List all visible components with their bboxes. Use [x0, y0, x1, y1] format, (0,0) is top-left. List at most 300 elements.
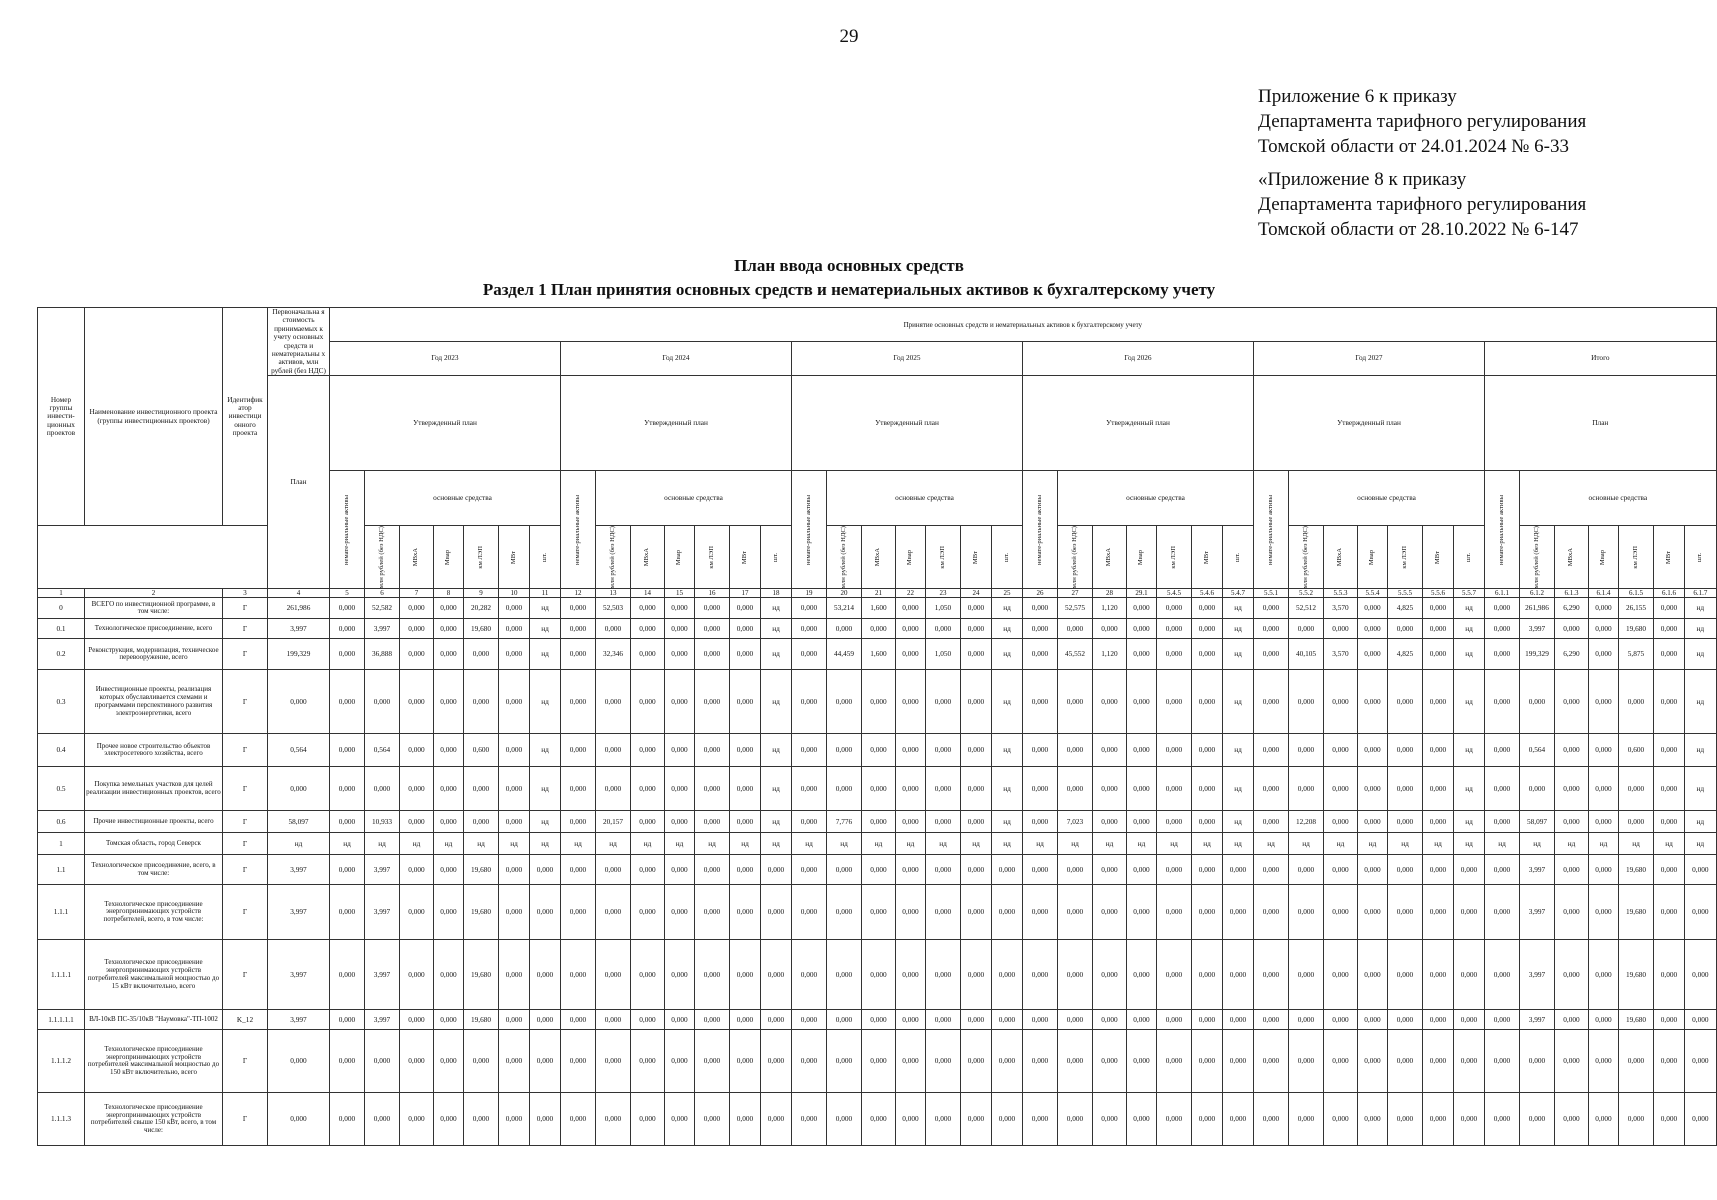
row-plan-value: 261,986: [268, 598, 330, 619]
row-value-cell: 0,000: [827, 619, 862, 639]
column-number: 5.5.3: [1324, 589, 1358, 598]
row-value-cell: 0,000: [400, 767, 434, 811]
row-project-id: Г: [223, 670, 268, 734]
row-value-cell: 0,000: [434, 940, 464, 1010]
row-value-cell: 0,000: [1093, 1093, 1127, 1146]
row-value-cell: 0,564: [365, 734, 400, 767]
row-value-cell: 0,000: [499, 619, 530, 639]
intangible-assets-header-text: немате-риальные активы: [804, 494, 812, 565]
row-value-cell: 0,000: [596, 885, 631, 940]
row-value-cell: 0,000: [400, 811, 434, 833]
row-value-cell: нд: [561, 833, 596, 855]
document-titles: [0, 254, 1698, 302]
row-value-cell: 0,000: [1127, 855, 1157, 885]
row-value-cell: 0,000: [1654, 670, 1685, 734]
plan-header: План: [268, 376, 330, 589]
row-value-cell: 0,000: [1058, 734, 1093, 767]
row-value-cell: 0,000: [1023, 811, 1058, 833]
row-value-cell: 0,000: [1289, 1010, 1324, 1030]
row-value-cell: 0,000: [1685, 885, 1717, 940]
row-group-number: 1.1.1.3: [38, 1093, 85, 1146]
row-value-cell: 0,000: [499, 670, 530, 734]
row-value-cell: 0,000: [1485, 1030, 1520, 1093]
row-value-cell: нд: [1223, 767, 1254, 811]
row-value-cell: 0,000: [1192, 670, 1223, 734]
row-value-cell: 1,600: [862, 598, 896, 619]
row-value-cell: 6,290: [1555, 598, 1589, 619]
row-value-cell: 0,000: [730, 855, 761, 885]
row-value-cell: 0,000: [631, 767, 665, 811]
row-project-name: Томская область, город Северск: [85, 833, 223, 855]
row-value-cell: 45,552: [1058, 639, 1093, 670]
row-value-cell: 0,000: [761, 1093, 792, 1146]
row-value-cell: 0,000: [1192, 885, 1223, 940]
row-value-cell: 0,000: [827, 940, 862, 1010]
unit-header-text: км ЛЭП: [938, 545, 946, 569]
column-number: 5.5.7: [1454, 589, 1485, 598]
row-value-cell: 0,000: [434, 767, 464, 811]
row-value-cell: 0,000: [926, 1030, 961, 1093]
row-value-cell: 0,000: [1289, 940, 1324, 1010]
unit-header-text: км ЛЭП: [1169, 545, 1177, 569]
row-value-cell: 0,000: [695, 811, 730, 833]
row-project-name: Прочие инвестиционные проекты, всего: [85, 811, 223, 833]
row-value-cell: нд: [1520, 833, 1555, 855]
row-value-cell: 12,208: [1289, 811, 1324, 833]
row-value-cell: нд: [1157, 833, 1192, 855]
row-value-cell: 0,000: [1324, 811, 1358, 833]
row-value-cell: нд: [1192, 833, 1223, 855]
row-value-cell: 0,000: [1157, 855, 1192, 885]
row-project-name: Покупка земельных участков для целей реализации инвестиционных проектов, всего: [85, 767, 223, 811]
row-value-cell: 0,000: [434, 811, 464, 833]
row-value-cell: 0,000: [1254, 619, 1289, 639]
row-value-cell: 0,000: [1423, 639, 1454, 670]
row-value-cell: 0,000: [1023, 885, 1058, 940]
unit-header: [1555, 526, 1589, 589]
row-value-cell: 1,600: [862, 639, 896, 670]
row-group-number: 1.1.1.1: [38, 940, 85, 1010]
row-value-cell: 0,000: [330, 639, 365, 670]
row-project-id: Г: [223, 833, 268, 855]
row-value-cell: 0,000: [1454, 885, 1485, 940]
row-value-cell: 0,000: [1157, 885, 1192, 940]
row-value-cell: 0,000: [1358, 940, 1388, 1010]
row-value-cell: 0,000: [330, 885, 365, 940]
row-value-cell: 3,997: [1520, 940, 1555, 1010]
group-number-header: Номер группы инвести-ционных проектов: [38, 308, 85, 526]
column-number: 7: [400, 589, 434, 598]
row-value-cell: 0,000: [1324, 670, 1358, 734]
column-number: 2: [85, 589, 223, 598]
row-value-cell: 0,000: [730, 734, 761, 767]
row-value-cell: 0,000: [961, 639, 992, 670]
plan-type-header: Утвержденный план: [792, 376, 1023, 471]
row-value-cell: 0,000: [1093, 734, 1127, 767]
column-number: 28: [1093, 589, 1127, 598]
row-value-cell: 0,000: [1254, 1010, 1289, 1030]
row-value-cell: 0,000: [695, 619, 730, 639]
row-value-cell: 0,000: [730, 1093, 761, 1146]
row-value-cell: 0,000: [1324, 1030, 1358, 1093]
row-value-cell: 53,214: [827, 598, 862, 619]
table-row: [38, 1093, 1717, 1146]
row-value-cell: 0,000: [792, 1010, 827, 1030]
row-value-cell: 0,000: [896, 855, 926, 885]
appendix-line: Департамента тарифного регулирования: [1258, 194, 1587, 215]
row-value-cell: 0,000: [1485, 619, 1520, 639]
row-value-cell: нд: [530, 619, 561, 639]
row-value-cell: 0,000: [1485, 670, 1520, 734]
row-value-cell: 0,000: [1192, 598, 1223, 619]
row-value-cell: 0,000: [1324, 619, 1358, 639]
row-project-id: K_12: [223, 1010, 268, 1030]
row-value-cell: 0,564: [1520, 734, 1555, 767]
row-value-cell: 0,000: [499, 811, 530, 833]
row-value-cell: 0,000: [1157, 619, 1192, 639]
unit-header: [1358, 526, 1388, 589]
row-value-cell: 0,000: [464, 767, 499, 811]
row-value-cell: 0,000: [961, 885, 992, 940]
row-value-cell: нд: [1555, 833, 1589, 855]
row-value-cell: нд: [1223, 619, 1254, 639]
row-value-cell: нд: [1454, 833, 1485, 855]
row-value-cell: нд: [1454, 734, 1485, 767]
row-plan-value: 0,000: [268, 1093, 330, 1146]
row-value-cell: нд: [434, 833, 464, 855]
row-value-cell: 0,000: [1023, 734, 1058, 767]
row-group-number: 1.1: [38, 855, 85, 885]
row-value-cell: нд: [530, 833, 561, 855]
row-value-cell: 0,000: [896, 767, 926, 811]
row-value-cell: нд: [1454, 598, 1485, 619]
unit-header-text: Мвар: [1368, 549, 1376, 565]
unit-header: [896, 526, 926, 589]
row-value-cell: 0,000: [1358, 639, 1388, 670]
row-value-cell: нд: [1423, 833, 1454, 855]
row-value-cell: 0,000: [896, 639, 926, 670]
row-value-cell: нд: [1223, 598, 1254, 619]
fixed-assets-header: основные средства: [1289, 471, 1485, 526]
table-row: [38, 670, 1717, 734]
row-value-cell: нд: [1685, 767, 1717, 811]
row-value-cell: 0,000: [561, 619, 596, 639]
unit-header-text: МВхА: [1336, 548, 1344, 567]
unit-header-text: МВхА: [874, 548, 882, 567]
row-value-cell: 0,000: [1520, 1030, 1555, 1093]
row-value-cell: 36,888: [365, 639, 400, 670]
row-value-cell: 52,512: [1289, 598, 1324, 619]
row-value-cell: 0,000: [792, 734, 827, 767]
row-value-cell: 0,000: [1157, 598, 1192, 619]
row-value-cell: 0,000: [992, 1093, 1023, 1146]
row-value-cell: 0,000: [695, 855, 730, 885]
column-number: 4: [268, 589, 330, 598]
unit-header: [1388, 526, 1423, 589]
row-value-cell: 0,000: [596, 767, 631, 811]
table-row: [38, 1030, 1717, 1093]
table-row: [38, 598, 1717, 619]
table-row: [38, 833, 1717, 855]
row-value-cell: 0,000: [1127, 940, 1157, 1010]
row-value-cell: 0,000: [1654, 734, 1685, 767]
row-value-cell: 0,000: [1454, 1010, 1485, 1030]
row-value-cell: нд: [761, 670, 792, 734]
row-value-cell: 0,000: [1654, 598, 1685, 619]
unit-header: [1157, 526, 1192, 589]
row-project-id: Г: [223, 734, 268, 767]
unit-header-text: шт.: [1464, 552, 1472, 562]
row-value-cell: 3,997: [1520, 619, 1555, 639]
row-value-cell: нд: [631, 833, 665, 855]
row-value-cell: 0,000: [665, 598, 695, 619]
row-value-cell: 0,000: [330, 670, 365, 734]
row-value-cell: нд: [1127, 833, 1157, 855]
row-value-cell: 0,000: [792, 767, 827, 811]
row-group-number: 0: [38, 598, 85, 619]
row-value-cell: 0,000: [1254, 1030, 1289, 1093]
unit-header-text: шт.: [1233, 552, 1241, 562]
intangible-assets-header: [792, 471, 827, 589]
unit-header: [1289, 526, 1324, 589]
unit-header-text: млн рублей (без НДС): [1301, 526, 1309, 589]
row-value-cell: 0,000: [530, 940, 561, 1010]
row-plan-value: 58,097: [268, 811, 330, 833]
row-value-cell: 0,000: [1654, 639, 1685, 670]
row-value-cell: 0,000: [827, 855, 862, 885]
row-value-cell: 3,997: [365, 619, 400, 639]
row-value-cell: 20,157: [596, 811, 631, 833]
row-value-cell: 0,000: [434, 1030, 464, 1093]
row-value-cell: 0,000: [1388, 885, 1423, 940]
initial-cost-header: Первоначальна я стоимость принимаемых к учету основных средств и нематериальны х активов, млн рублей (без НДС): [268, 308, 330, 376]
column-number: 9: [464, 589, 499, 598]
row-project-name: Технологическое присоединение энергопринимающих устройств потребителей, всего, в том числе:: [85, 885, 223, 940]
row-value-cell: нд: [761, 833, 792, 855]
row-value-cell: нд: [761, 619, 792, 639]
row-value-cell: 0,000: [1388, 940, 1423, 1010]
row-value-cell: 0,000: [1023, 1093, 1058, 1146]
row-value-cell: 0,000: [1589, 1030, 1619, 1093]
row-value-cell: 3,997: [1520, 855, 1555, 885]
column-number: 17: [730, 589, 761, 598]
column-number: 5.5.4: [1358, 589, 1388, 598]
row-value-cell: 0,000: [1157, 940, 1192, 1010]
row-value-cell: 0,000: [330, 811, 365, 833]
row-value-cell: 0,000: [1093, 619, 1127, 639]
row-value-cell: 0,000: [400, 1093, 434, 1146]
row-project-id: Г: [223, 767, 268, 811]
row-value-cell: 0,000: [400, 1010, 434, 1030]
unit-header: [1127, 526, 1157, 589]
row-value-cell: 0,000: [1289, 670, 1324, 734]
row-value-cell: 0,000: [1423, 855, 1454, 885]
row-value-cell: 0,000: [1654, 1030, 1685, 1093]
row-group-number: 0.3: [38, 670, 85, 734]
row-value-cell: 0,000: [730, 767, 761, 811]
row-value-cell: 19,680: [1619, 619, 1654, 639]
row-value-cell: 0,000: [1324, 1010, 1358, 1030]
table-row: [38, 855, 1717, 885]
row-value-cell: 0,000: [1289, 734, 1324, 767]
row-value-cell: 0,000: [631, 619, 665, 639]
row-value-cell: 0,000: [1685, 940, 1717, 1010]
row-value-cell: 0,000: [1324, 940, 1358, 1010]
unit-header: [665, 526, 695, 589]
plan-type-header: Утвержденный план: [561, 376, 792, 471]
row-project-id: Г: [223, 855, 268, 885]
row-value-cell: 0,000: [961, 598, 992, 619]
row-value-cell: 0,000: [1058, 619, 1093, 639]
row-value-cell: 0,000: [896, 885, 926, 940]
row-value-cell: 0,000: [530, 855, 561, 885]
row-value-cell: 0,000: [330, 734, 365, 767]
row-value-cell: 0,000: [1058, 670, 1093, 734]
column-number: 19: [792, 589, 827, 598]
row-value-cell: 0,000: [1157, 1030, 1192, 1093]
row-value-cell: 0,000: [1093, 940, 1127, 1010]
row-value-cell: 0,000: [561, 855, 596, 885]
column-number: 24: [961, 589, 992, 598]
column-number: 6.1.7: [1685, 589, 1717, 598]
row-value-cell: 0,000: [1157, 734, 1192, 767]
row-value-cell: 0,000: [561, 639, 596, 670]
unit-header: [961, 526, 992, 589]
row-value-cell: нд: [761, 639, 792, 670]
row-value-cell: 0,000: [561, 767, 596, 811]
row-value-cell: 0,000: [1254, 855, 1289, 885]
row-value-cell: 0,000: [862, 670, 896, 734]
plan-table: [37, 307, 1717, 1146]
row-plan-value: 3,997: [268, 619, 330, 639]
row-project-id: Г: [223, 940, 268, 1010]
row-value-cell: нд: [1454, 619, 1485, 639]
row-value-cell: 7,776: [827, 811, 862, 833]
row-value-cell: 0,000: [631, 598, 665, 619]
row-value-cell: 0,000: [961, 1093, 992, 1146]
row-value-cell: 0,000: [792, 940, 827, 1010]
row-value-cell: 44,459: [827, 639, 862, 670]
unit-header-text: шт.: [771, 552, 779, 562]
row-value-cell: 0,000: [1654, 940, 1685, 1010]
row-value-cell: 0,000: [896, 811, 926, 833]
unit-header-text: МВт: [971, 550, 979, 564]
row-value-cell: 0,000: [596, 940, 631, 1010]
document-title: План ввода основных средств: [734, 256, 964, 275]
row-value-cell: нд: [761, 598, 792, 619]
column-number: 5.5.6: [1423, 589, 1454, 598]
row-value-cell: 0,000: [631, 811, 665, 833]
row-value-cell: 0,000: [961, 1010, 992, 1030]
row-value-cell: 0,000: [1157, 767, 1192, 811]
column-number: 6.1.6: [1654, 589, 1685, 598]
row-value-cell: 0,000: [499, 767, 530, 811]
appendix-line: Департамента тарифного регулирования: [1258, 111, 1587, 132]
row-value-cell: 0,000: [1192, 734, 1223, 767]
row-value-cell: 0,000: [464, 639, 499, 670]
row-value-cell: нд: [1454, 639, 1485, 670]
appendix-line: «Приложение 8 к приказу: [1258, 169, 1467, 190]
row-value-cell: 0,000: [1289, 1030, 1324, 1093]
row-value-cell: 0,000: [561, 670, 596, 734]
row-value-cell: 0,000: [1423, 670, 1454, 734]
row-value-cell: 0,000: [792, 598, 827, 619]
row-value-cell: нд: [1589, 833, 1619, 855]
row-value-cell: 0,000: [1127, 811, 1157, 833]
row-group-number: 0.2: [38, 639, 85, 670]
row-value-cell: 0,000: [499, 1030, 530, 1093]
row-value-cell: 0,000: [1555, 940, 1589, 1010]
row-value-cell: 0,000: [1157, 670, 1192, 734]
row-value-cell: 20,282: [464, 598, 499, 619]
row-value-cell: 0,000: [1589, 767, 1619, 811]
row-value-cell: 0,000: [1093, 767, 1127, 811]
row-value-cell: 0,000: [1324, 1093, 1358, 1146]
row-value-cell: 0,000: [1093, 670, 1127, 734]
row-value-cell: 0,000: [1358, 885, 1388, 940]
row-value-cell: 0,000: [1388, 855, 1423, 885]
row-value-cell: нд: [1254, 833, 1289, 855]
row-value-cell: 6,290: [1555, 639, 1589, 670]
row-value-cell: нд: [1023, 833, 1058, 855]
row-value-cell: 0,000: [596, 1010, 631, 1030]
unit-header: [365, 526, 400, 589]
row-value-cell: 0,000: [1619, 1030, 1654, 1093]
row-value-cell: 0,000: [862, 1030, 896, 1093]
row-value-cell: 0,000: [1619, 767, 1654, 811]
row-value-cell: 0,000: [1058, 940, 1093, 1010]
unit-header-text: МВт: [1433, 550, 1441, 564]
row-value-cell: 0,000: [730, 639, 761, 670]
row-value-cell: 0,000: [1023, 619, 1058, 639]
unit-header: [596, 526, 631, 589]
column-number: 5.5.2: [1289, 589, 1324, 598]
row-value-cell: 0,000: [400, 598, 434, 619]
row-value-cell: 0,000: [561, 940, 596, 1010]
row-value-cell: 0,000: [1093, 811, 1127, 833]
row-value-cell: 0,000: [896, 619, 926, 639]
row-value-cell: 0,000: [665, 619, 695, 639]
row-value-cell: нд: [1685, 734, 1717, 767]
row-value-cell: нд: [1685, 598, 1717, 619]
row-value-cell: 0,000: [434, 1010, 464, 1030]
row-value-cell: 0,000: [1223, 855, 1254, 885]
column-number: 6.1.2: [1520, 589, 1555, 598]
unit-header-text: МВт: [740, 550, 748, 564]
row-value-cell: 0,000: [1254, 598, 1289, 619]
row-value-cell: 0,000: [896, 1093, 926, 1146]
row-value-cell: 0,000: [695, 1093, 730, 1146]
plan-type-header: Утвержденный план: [1254, 376, 1485, 471]
intangible-assets-header-text: немате-риальные активы: [573, 494, 581, 565]
row-value-cell: 0,000: [896, 1030, 926, 1093]
unit-header-text: шт.: [540, 552, 548, 562]
row-value-cell: нд: [1619, 833, 1654, 855]
row-value-cell: 0,000: [1358, 855, 1388, 885]
row-value-cell: 0,000: [561, 885, 596, 940]
row-value-cell: нд: [992, 639, 1023, 670]
row-value-cell: 0,000: [665, 885, 695, 940]
row-value-cell: 0,000: [1555, 619, 1589, 639]
row-value-cell: нд: [761, 734, 792, 767]
unit-header-text: МВт: [1664, 550, 1672, 564]
row-value-cell: 0,000: [365, 767, 400, 811]
row-value-cell: 0,000: [1192, 619, 1223, 639]
row-value-cell: 0,000: [827, 1030, 862, 1093]
row-value-cell: 0,000: [862, 1010, 896, 1030]
row-value-cell: 0,000: [1254, 767, 1289, 811]
project-id-header: Идентифик атор инвестици онного проекта: [223, 308, 268, 526]
